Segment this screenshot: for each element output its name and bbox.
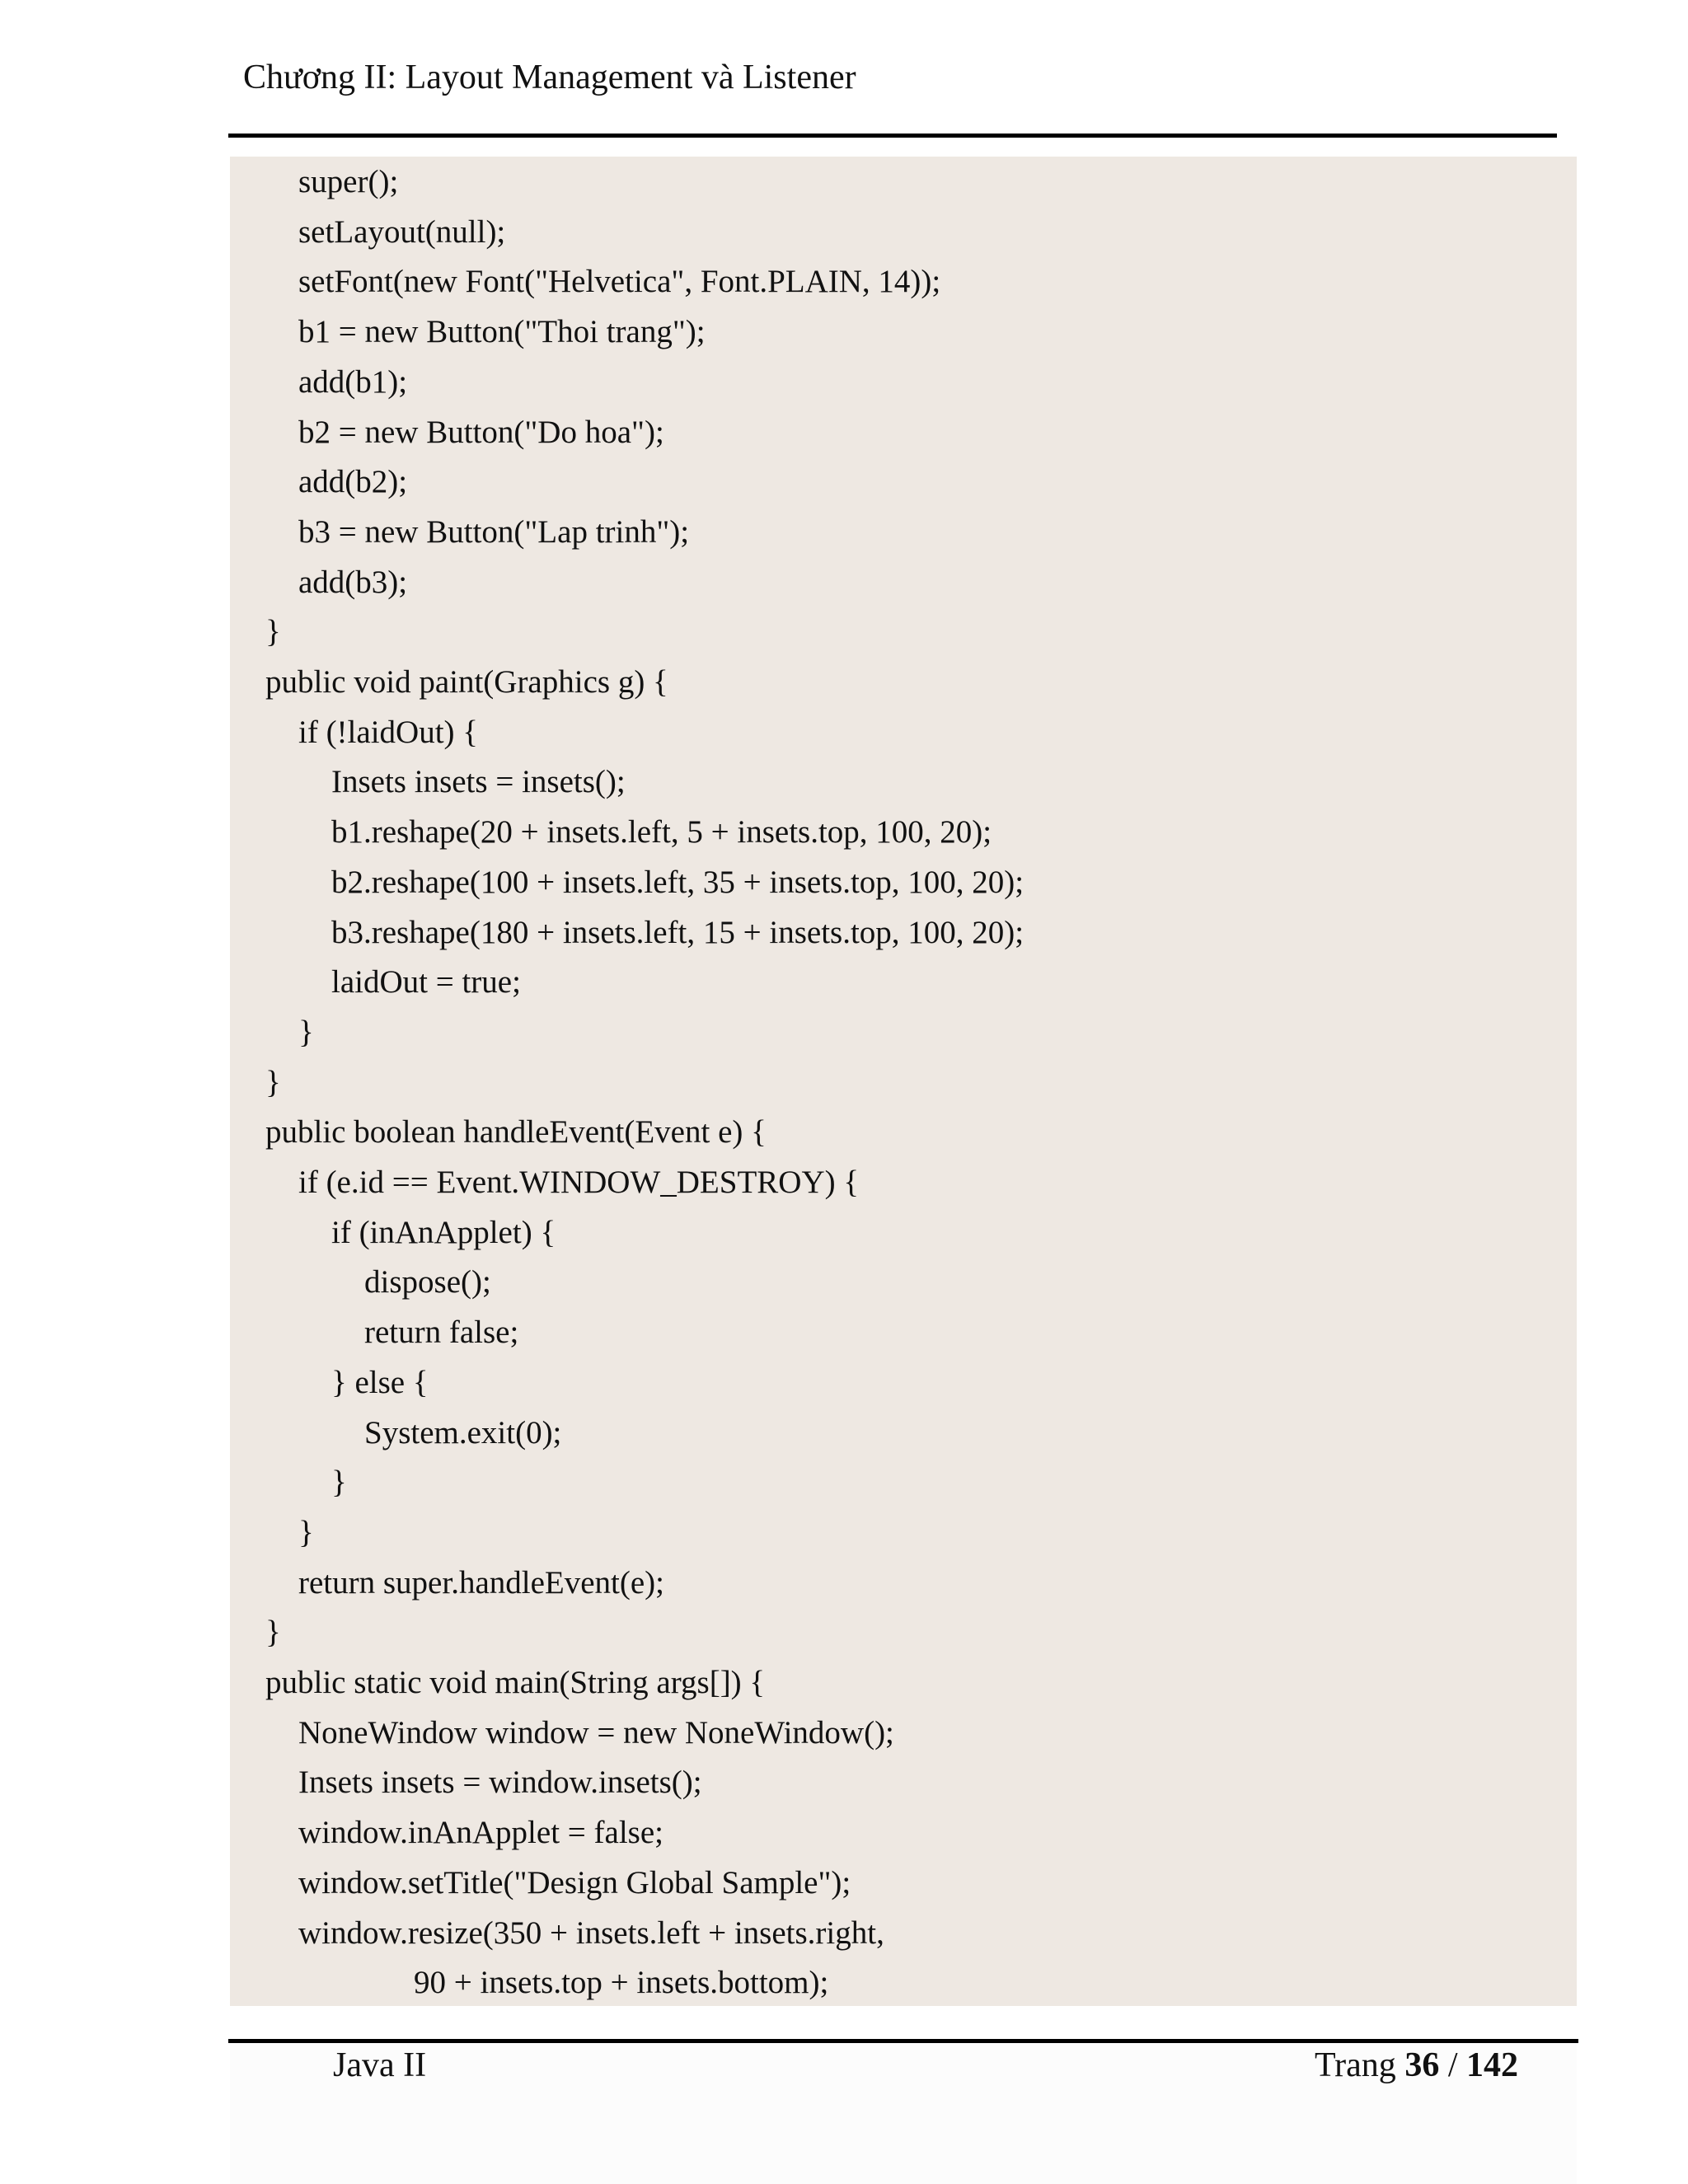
code-line: return super.handleEvent(e); (298, 1564, 664, 1601)
code-line: } (331, 1465, 347, 1501)
total-pages: 142 (1465, 2046, 1518, 2084)
code-line: public static void main(String args[]) { (265, 1665, 766, 1700)
code-line: b3.reshape(180 + insets.left, 15 + insets.top, 100, 20); (331, 914, 1025, 950)
code-line: NoneWindow window = new NoneWindow(); (298, 1714, 894, 1750)
current-page: 36 (1404, 2046, 1440, 2084)
code-line: } (298, 1514, 314, 1550)
header-divider (228, 134, 1557, 138)
code-line: setLayout(null); (298, 213, 506, 250)
code-line: if (inAnApplet) { (331, 1214, 556, 1250)
code-line: add(b3); (298, 564, 408, 600)
code-line: } (265, 1064, 281, 1100)
code-line: Insets insets = window.insets(); (298, 1765, 702, 1801)
code-line: public void paint(Graphics g) { (265, 664, 668, 700)
code-line: window.inAnApplet = false; (298, 1815, 663, 1851)
code-line: System.exit(0); (364, 1414, 562, 1451)
code-line: if (!laidOut) { (298, 714, 478, 750)
code-line: add(b2); (298, 464, 408, 500)
code-line: 90 + insets.top + insets.bottom); (414, 1965, 829, 2001)
page-separator: / (1439, 2046, 1466, 2084)
footer-page-number (1315, 2039, 1518, 2092)
code-line: laidOut = true; (331, 964, 521, 1001)
footer-book-title: Java II (333, 2046, 427, 2084)
code-line: } (265, 614, 281, 650)
code-line: dispose(); (364, 1264, 491, 1301)
code-line: public boolean handleEvent(Event e) { (265, 1114, 767, 1151)
code-line: } (298, 1014, 314, 1050)
code-line: b3 = new Button("Lap trinh"); (298, 513, 690, 550)
code-line: b2 = new Button("Do hoa"); (298, 414, 664, 450)
code-line: if (e.id == Event.WINDOW_DESTROY) { (298, 1165, 860, 1200)
code-listing (230, 157, 1577, 2006)
page-header-title: Chương II: Layout Management và Listener (243, 59, 856, 96)
code-line: Insets insets = insets(); (331, 764, 626, 800)
code-line: b2.reshape(100 + insets.left, 35 + insets.top, 100, 20); (331, 864, 1025, 900)
code-line: b1 = new Button("Thoi trang"); (298, 314, 706, 350)
code-line: window.setTitle("Design Global Sample"); (298, 1864, 851, 1900)
code-line: add(b1); (298, 363, 408, 400)
code-line: } (265, 1615, 281, 1651)
code-line: } else { (331, 1364, 429, 1400)
page-prefix: Trang (1315, 2046, 1405, 2084)
code-line: b1.reshape(20 + insets.left, 5 + insets.top, 100, 20); (331, 814, 992, 851)
code-line: window.resize(350 + insets.left + insets.right, (298, 1915, 884, 1951)
code-line: return false; (364, 1315, 519, 1351)
code-line: super(); (298, 164, 399, 199)
code-line: setFont(new Font("Helvetica", Font.PLAIN, 14)); (298, 264, 941, 300)
